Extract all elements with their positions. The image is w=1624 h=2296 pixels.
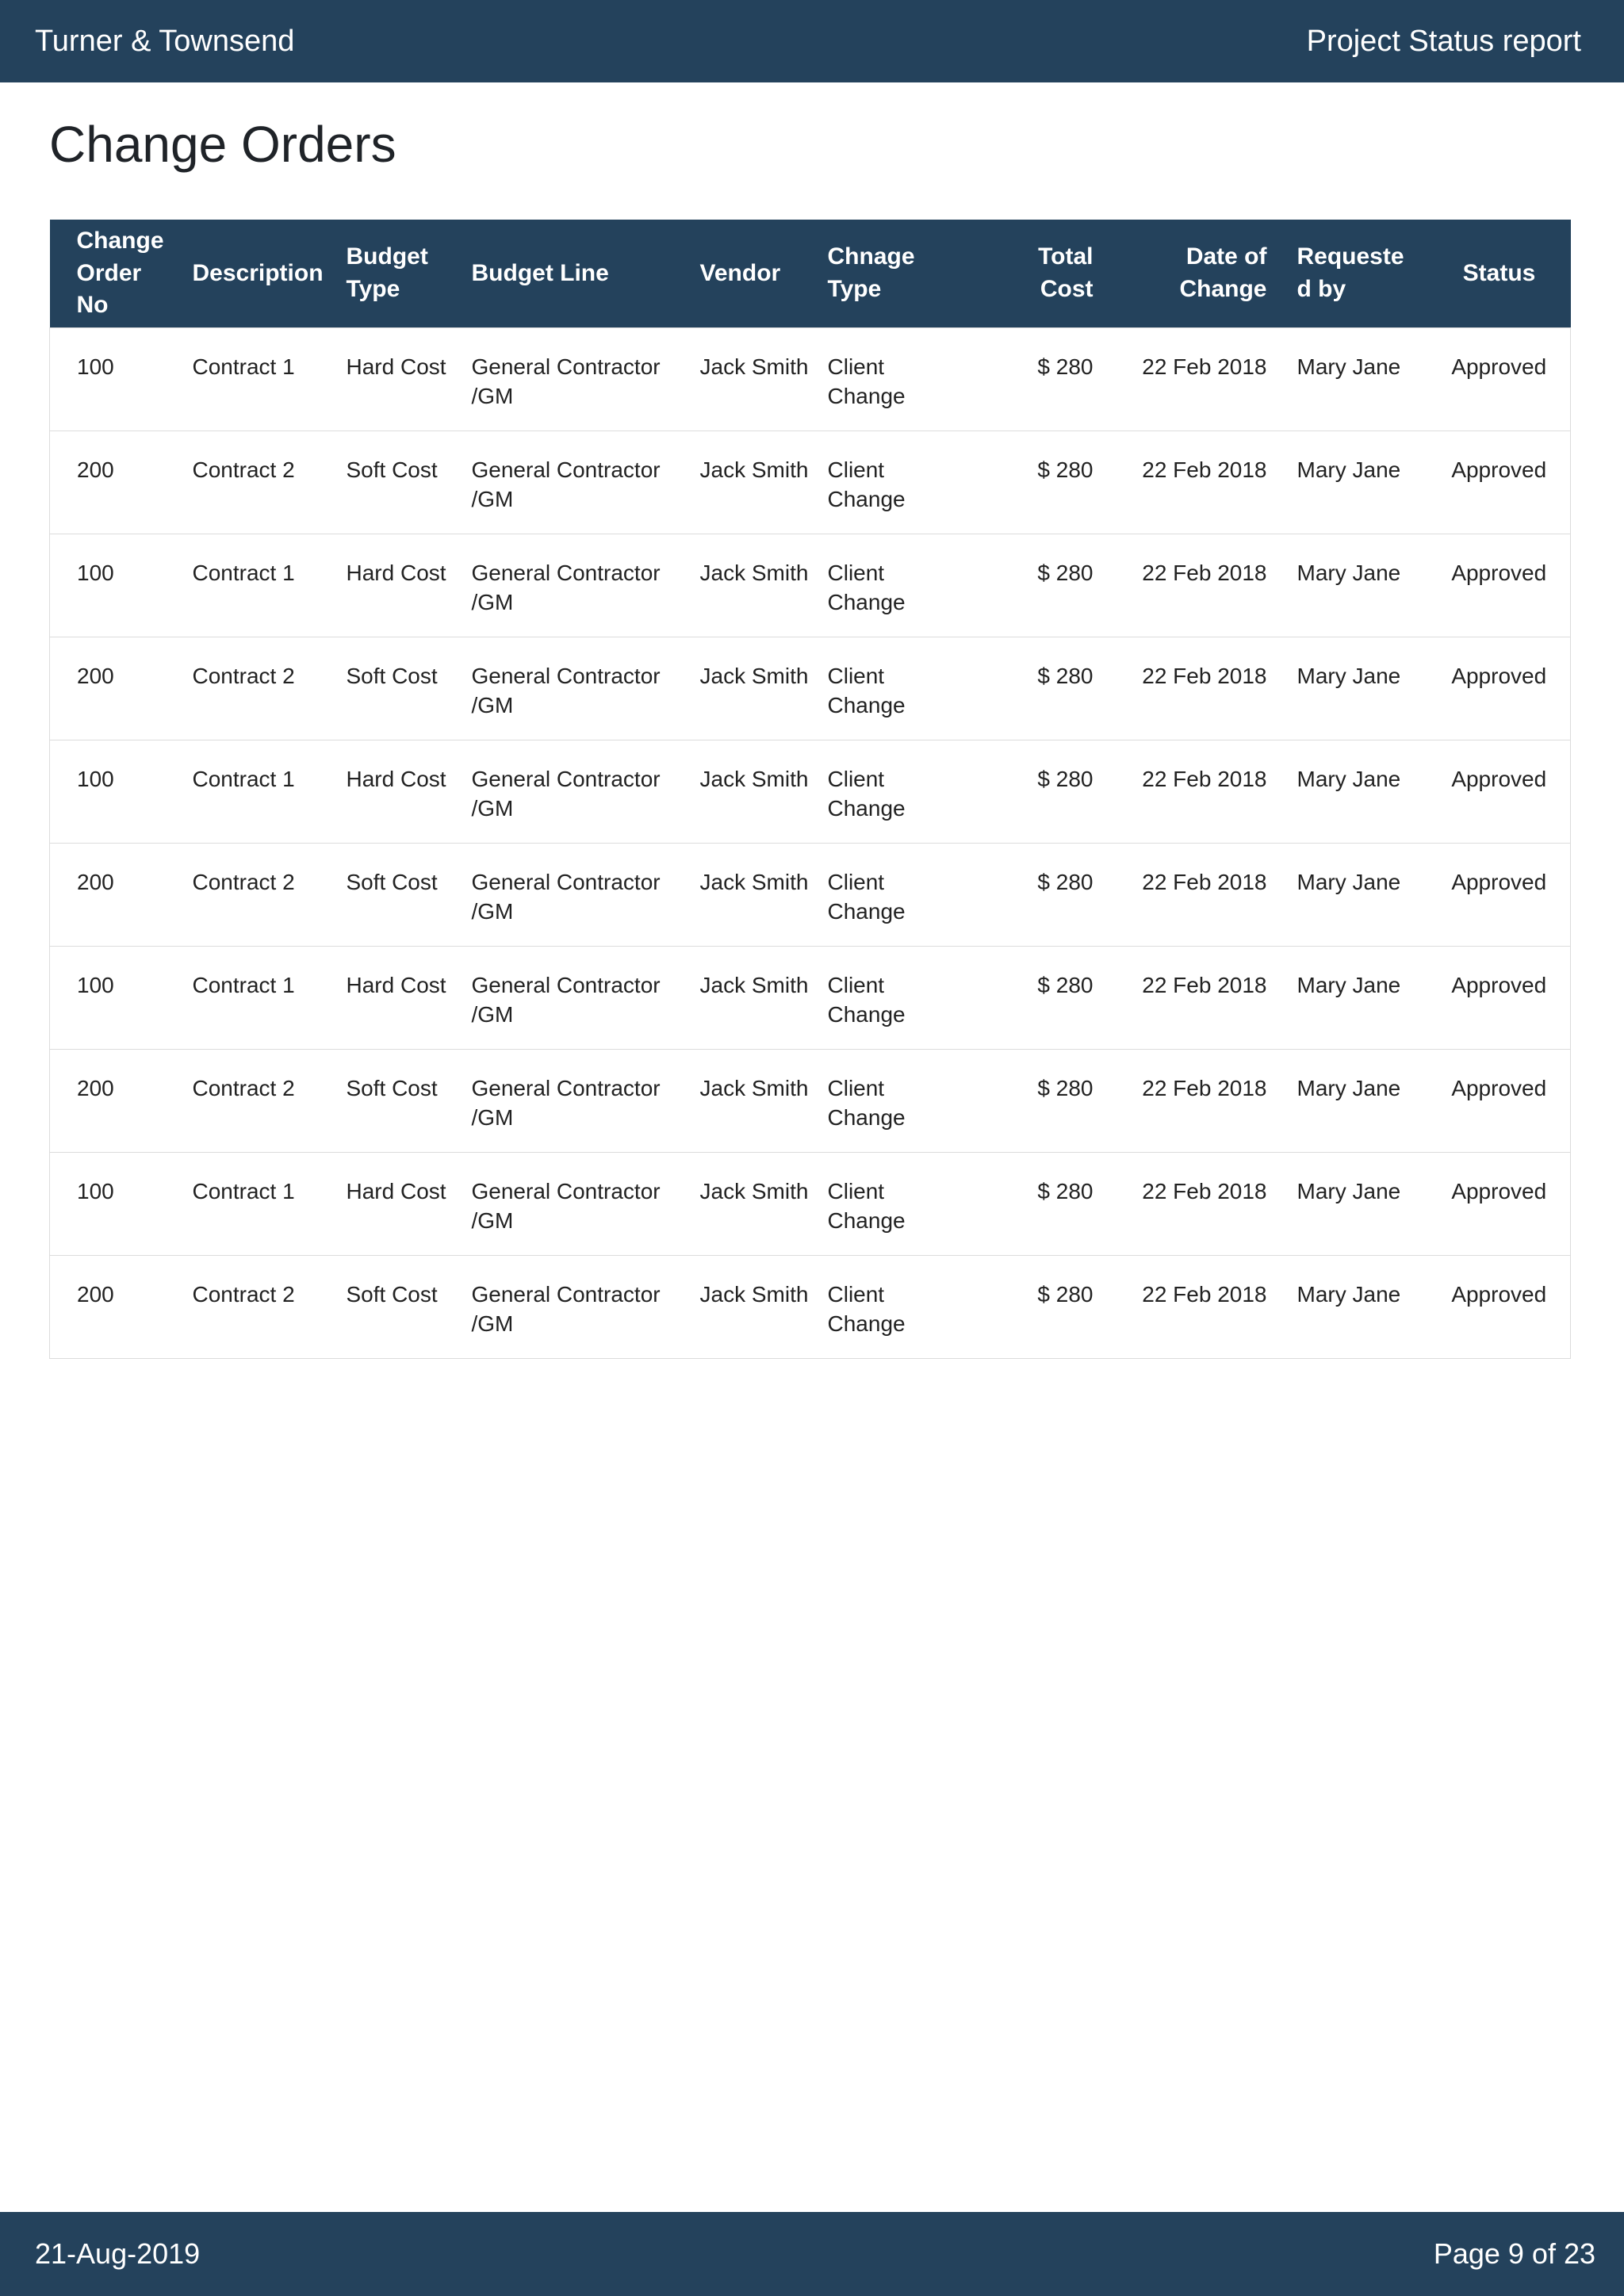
cell-requested-by: Mary Jane <box>1286 430 1428 534</box>
cell-description: Contract 1 <box>183 327 337 430</box>
cell-change-order-no: 100 <box>50 1152 183 1255</box>
table-row <box>50 430 1571 534</box>
cell-date-of-change: 22 Feb 2018 <box>1113 637 1286 740</box>
column-header-requested-by: Requested by <box>1286 220 1428 327</box>
cell-vendor: Jack Smith <box>691 740 818 843</box>
cell-date-of-change: 22 Feb 2018 <box>1113 740 1286 843</box>
cell-change-type: Client Change <box>818 843 971 946</box>
cell-vendor: Jack Smith <box>691 1152 818 1255</box>
cell-total-cost: $ 280 <box>971 1152 1113 1255</box>
cell-change-type: Client Change <box>818 534 971 637</box>
page-title: Change Orders <box>49 116 396 173</box>
cell-requested-by: Mary Jane <box>1286 637 1428 740</box>
table-row <box>50 1152 1571 1255</box>
cell-total-cost: $ 280 <box>971 1049 1113 1152</box>
cell-date-of-change: 22 Feb 2018 <box>1113 534 1286 637</box>
cell-budget-type: Soft Cost <box>337 430 462 534</box>
cell-vendor: Jack Smith <box>691 843 818 946</box>
cell-budget-line: General Contractor /GM <box>462 1152 691 1255</box>
column-header-total-cost: Total Cost <box>971 220 1113 327</box>
cell-budget-line: General Contractor /GM <box>462 637 691 740</box>
cell-status: Approved <box>1428 1255 1571 1358</box>
report-title: Project Status report <box>1306 24 1581 58</box>
table-row <box>50 740 1571 843</box>
cell-vendor: Jack Smith <box>691 430 818 534</box>
cell-total-cost: $ 280 <box>971 637 1113 740</box>
cell-description: Contract 2 <box>183 1049 337 1152</box>
cell-requested-by: Mary Jane <box>1286 843 1428 946</box>
cell-total-cost: $ 280 <box>971 843 1113 946</box>
table-body <box>50 327 1571 1358</box>
change-orders-table-container <box>49 220 1570 1359</box>
cell-budget-type: Hard Cost <box>337 534 462 637</box>
cell-change-type: Client Change <box>818 1152 971 1255</box>
cell-total-cost: $ 280 <box>971 534 1113 637</box>
cell-status: Approved <box>1428 327 1571 430</box>
cell-budget-type: Hard Cost <box>337 1152 462 1255</box>
cell-change-order-no: 100 <box>50 740 183 843</box>
page-header <box>0 0 1624 82</box>
cell-budget-line: General Contractor /GM <box>462 327 691 430</box>
page-footer <box>0 2212 1624 2296</box>
cell-change-order-no: 200 <box>50 430 183 534</box>
table-row <box>50 946 1571 1049</box>
column-header-budget-line: Budget Line <box>462 220 691 327</box>
cell-change-type: Client Change <box>818 430 971 534</box>
cell-budget-type: Hard Cost <box>337 740 462 843</box>
table-row <box>50 843 1571 946</box>
table-row <box>50 1049 1571 1152</box>
table-row <box>50 1255 1571 1358</box>
cell-budget-type: Soft Cost <box>337 1255 462 1358</box>
cell-description: Contract 2 <box>183 637 337 740</box>
cell-budget-line: General Contractor /GM <box>462 843 691 946</box>
cell-change-type: Client Change <box>818 740 971 843</box>
cell-date-of-change: 22 Feb 2018 <box>1113 946 1286 1049</box>
cell-status: Approved <box>1428 1152 1571 1255</box>
cell-budget-line: General Contractor /GM <box>462 1049 691 1152</box>
cell-change-type: Client Change <box>818 1255 971 1358</box>
cell-description: Contract 2 <box>183 1255 337 1358</box>
cell-total-cost: $ 280 <box>971 327 1113 430</box>
cell-requested-by: Mary Jane <box>1286 1049 1428 1152</box>
cell-description: Contract 1 <box>183 1152 337 1255</box>
change-orders-table <box>49 220 1571 1359</box>
cell-status: Approved <box>1428 1049 1571 1152</box>
cell-change-order-no: 200 <box>50 1049 183 1152</box>
cell-change-order-no: 200 <box>50 843 183 946</box>
footer-date: 21-Aug-2019 <box>35 2237 201 2270</box>
page-number: Page 9 of 23 <box>1433 2237 1595 2270</box>
cell-budget-line: General Contractor /GM <box>462 534 691 637</box>
cell-budget-type: Hard Cost <box>337 327 462 430</box>
table-header-row <box>50 220 1571 327</box>
column-header-description: Description <box>183 220 337 327</box>
column-header-change-type: Chnage Type <box>818 220 971 327</box>
cell-vendor: Jack Smith <box>691 946 818 1049</box>
cell-description: Contract 1 <box>183 946 337 1049</box>
cell-description: Contract 1 <box>183 534 337 637</box>
cell-status: Approved <box>1428 534 1571 637</box>
cell-date-of-change: 22 Feb 2018 <box>1113 1152 1286 1255</box>
cell-date-of-change: 22 Feb 2018 <box>1113 1049 1286 1152</box>
cell-date-of-change: 22 Feb 2018 <box>1113 430 1286 534</box>
cell-change-order-no: 200 <box>50 637 183 740</box>
cell-vendor: Jack Smith <box>691 1049 818 1152</box>
cell-vendor: Jack Smith <box>691 534 818 637</box>
table-row <box>50 534 1571 637</box>
cell-change-type: Client Change <box>818 637 971 740</box>
cell-total-cost: $ 280 <box>971 430 1113 534</box>
cell-vendor: Jack Smith <box>691 1255 818 1358</box>
cell-vendor: Jack Smith <box>691 327 818 430</box>
cell-total-cost: $ 280 <box>971 1255 1113 1358</box>
cell-budget-line: General Contractor /GM <box>462 1255 691 1358</box>
cell-change-type: Client Change <box>818 946 971 1049</box>
cell-budget-type: Soft Cost <box>337 843 462 946</box>
column-header-vendor: Vendor <box>691 220 818 327</box>
column-header-budget-type: Budget Type <box>337 220 462 327</box>
cell-change-order-no: 200 <box>50 1255 183 1358</box>
column-header-date-of-change: Date of Change <box>1113 220 1286 327</box>
cell-date-of-change: 22 Feb 2018 <box>1113 843 1286 946</box>
cell-status: Approved <box>1428 430 1571 534</box>
column-header-status: Status <box>1428 220 1571 327</box>
cell-description: Contract 1 <box>183 740 337 843</box>
cell-requested-by: Mary Jane <box>1286 946 1428 1049</box>
cell-description: Contract 2 <box>183 430 337 534</box>
cell-change-order-no: 100 <box>50 946 183 1049</box>
table-row <box>50 637 1571 740</box>
cell-description: Contract 2 <box>183 843 337 946</box>
cell-budget-line: General Contractor /GM <box>462 430 691 534</box>
cell-budget-type: Soft Cost <box>337 1049 462 1152</box>
column-header-change-order-no: Change Order No <box>50 220 183 327</box>
cell-date-of-change: 22 Feb 2018 <box>1113 327 1286 430</box>
cell-vendor: Jack Smith <box>691 637 818 740</box>
cell-requested-by: Mary Jane <box>1286 534 1428 637</box>
cell-requested-by: Mary Jane <box>1286 1255 1428 1358</box>
cell-budget-line: General Contractor /GM <box>462 740 691 843</box>
cell-requested-by: Mary Jane <box>1286 740 1428 843</box>
cell-budget-type: Soft Cost <box>337 637 462 740</box>
cell-budget-line: General Contractor /GM <box>462 946 691 1049</box>
cell-requested-by: Mary Jane <box>1286 1152 1428 1255</box>
cell-status: Approved <box>1428 740 1571 843</box>
table-row <box>50 327 1571 430</box>
company-name: Turner & Townsend <box>35 24 295 58</box>
cell-budget-type: Hard Cost <box>337 946 462 1049</box>
cell-status: Approved <box>1428 946 1571 1049</box>
cell-date-of-change: 22 Feb 2018 <box>1113 1255 1286 1358</box>
cell-total-cost: $ 280 <box>971 740 1113 843</box>
cell-change-type: Client Change <box>818 327 971 430</box>
cell-status: Approved <box>1428 843 1571 946</box>
cell-change-order-no: 100 <box>50 534 183 637</box>
cell-total-cost: $ 280 <box>971 946 1113 1049</box>
cell-change-order-no: 100 <box>50 327 183 430</box>
cell-change-type: Client Change <box>818 1049 971 1152</box>
cell-status: Approved <box>1428 637 1571 740</box>
cell-requested-by: Mary Jane <box>1286 327 1428 430</box>
